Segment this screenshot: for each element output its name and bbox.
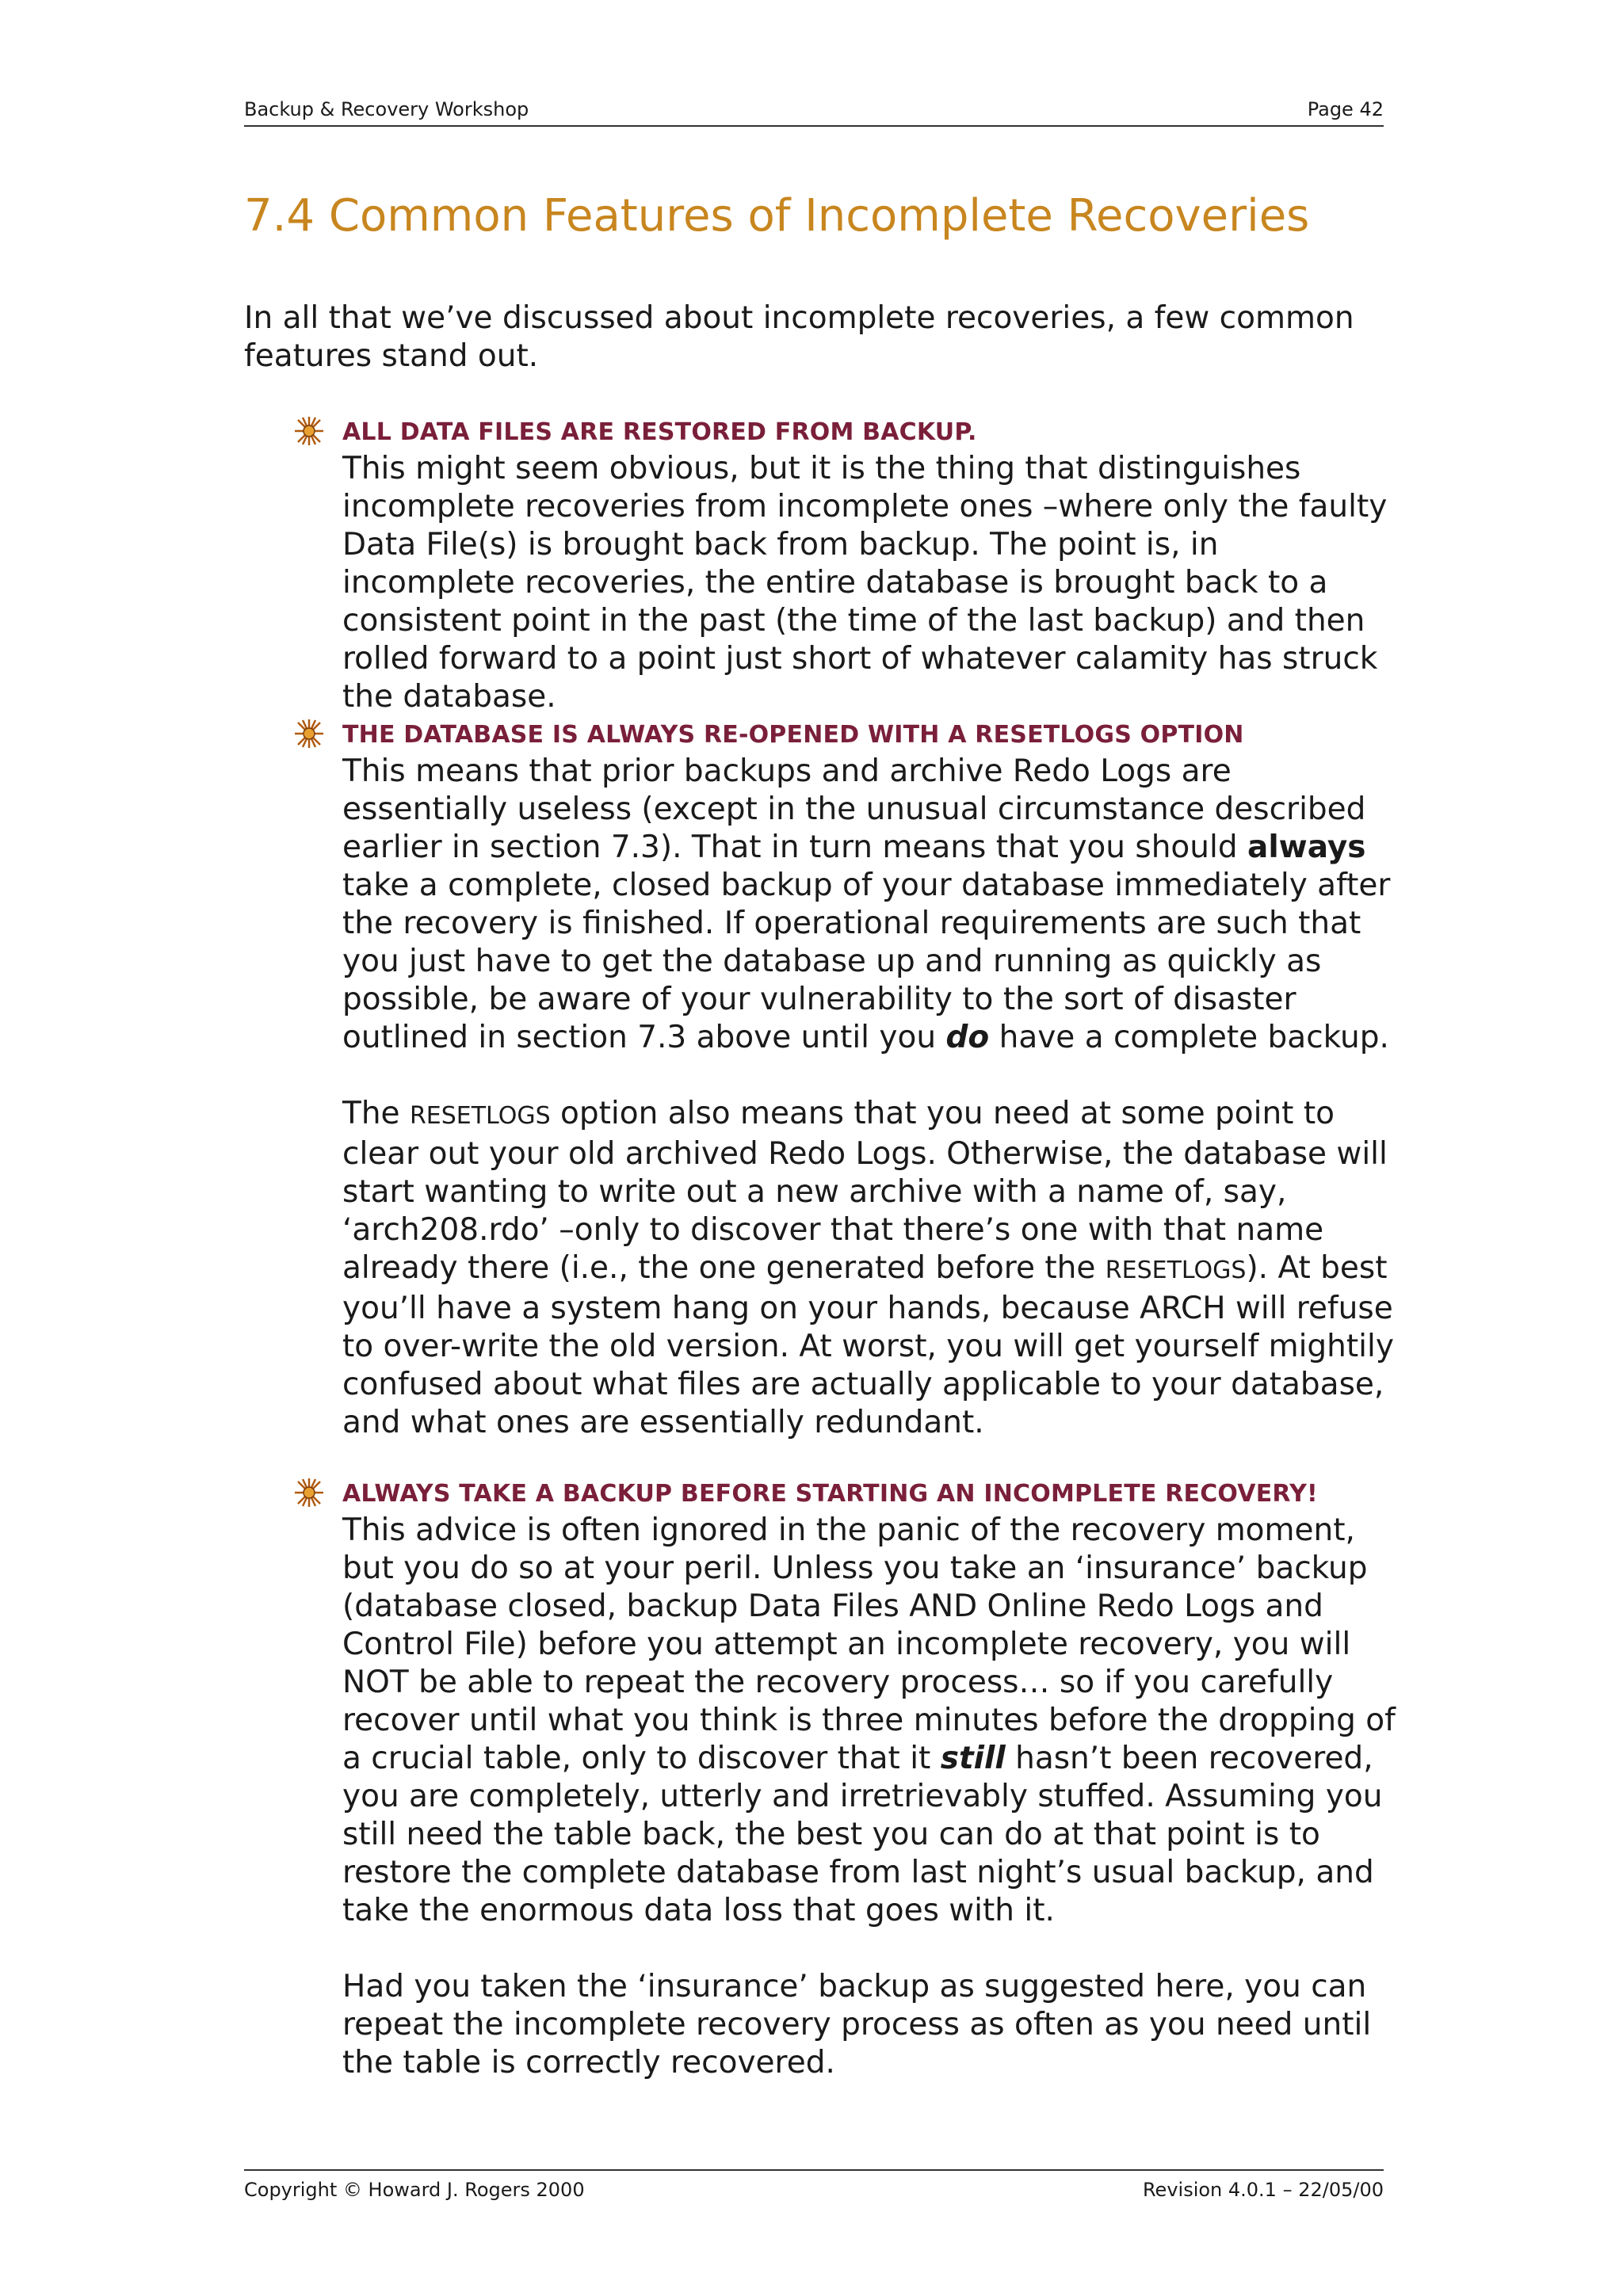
item-2-emphasis-do: do xyxy=(945,1020,990,1055)
starburst-bullet-icon xyxy=(292,415,327,447)
footer-revision: Revision 4.0.1 – 22/05/00 xyxy=(1142,2179,1384,2201)
header-page-number: Page 42 xyxy=(1307,98,1384,120)
item-1-body: This might seem obvious, but it is the thing that distinguishes incomplete recoveries from incomplete ones –where only the faulty Data File(s) is brought back from backup. The point is, in incomplete recoveries, the entire database is brought back to a consistent point in the past (the time of the last backup) and then rolled forward to a point just short of whatever calamity has struck the database. xyxy=(342,451,1388,715)
section-heading: 7.4 Common Features of Incomplete Recoveries xyxy=(244,190,1310,242)
item-2-para2-part-a: The xyxy=(342,1096,410,1131)
item-3-emphasis-still: still xyxy=(940,1741,1006,1776)
item-2-para2-part-b: option also means that you need at some point to clear out your old archived Redo Logs. Otherwise, the database will start wanting to write out a new archive with a name of, say, ‘arch208.rdo’ –only to discover that there’s one with that name already there (i.e., the one generated before the xyxy=(342,1096,1388,1286)
item-2-body-part-a: This means that prior backups and archive Redo Logs are essentially useless (except in the unusual circumstance described earlier in section 7.3). That in turn means that you should xyxy=(342,753,1366,865)
item-2-body xyxy=(342,753,1396,1057)
item-3-body xyxy=(342,1512,1396,1930)
item-2-emphasis-always: always xyxy=(1247,830,1366,865)
item-1-title: ALL DATA FILES ARE RESTORED FROM BACKUP. xyxy=(342,418,977,446)
starburst-bullet-icon xyxy=(292,718,327,749)
footer-copyright: Copyright © Howard J. Rogers 2000 xyxy=(244,2179,585,2201)
intro-paragraph: In all that we’ve discussed about incomplete recoveries, a few common features stand out. xyxy=(244,300,1354,374)
page-footer xyxy=(244,2169,1384,2203)
item-2-body-part-c: take a complete, closed backup of your database immediately after the recovery is finished. If operational requirements are such that you just have to get the database up and running as quickly as possible, be aware of your vulnerability to the sort of disaster outlined in section 7.3 above until you xyxy=(342,868,1391,1055)
item-3-paragraph-2: Had you taken the ‘insurance’ backup as suggested here, you can repeat the incomplete recovery process as often as you need until the table is correctly recovered. xyxy=(342,1969,1372,2081)
item-3-title: ALWAYS TAKE A BACKUP BEFORE STARTING AN INCOMPLETE RECOVERY! xyxy=(342,1480,1318,1508)
item-2-body-part-e: have a complete backup. xyxy=(989,1020,1389,1055)
item-2-para2-part-c: ). At best you’ll have a system hang on your hands, because ARCH will refuse to over-write the old version. At worst, you will get yourself mightily confused about what files are actually applicable to your database, and what ones are essentially redundant. xyxy=(342,1250,1394,1440)
item-2-title: THE DATABASE IS ALWAYS RE-OPENED WITH A RESETLOGS OPTION xyxy=(342,721,1244,749)
resetlogs-keyword: RESETLOGS xyxy=(1105,1257,1247,1284)
resetlogs-keyword: RESETLOGS xyxy=(409,1102,551,1130)
starburst-bullet-icon xyxy=(292,1477,327,1508)
item-3-body-part-a: This advice is often ignored in the panic of the recovery moment, but you do so at your peril. Unless you take an ‘insurance’ backup (database closed, backup Data Files AND Online Redo Logs and Control File) before you attempt an incomplete recovery, you will NOT be able to repeat the recovery process… so if you carefully recover until what you think is three minutes before the dropping of a crucial table, only to discover that it xyxy=(342,1512,1396,1776)
page-header xyxy=(244,93,1384,127)
item-2-paragraph-2 xyxy=(342,1095,1396,1442)
header-title: Backup & Recovery Workshop xyxy=(244,98,529,120)
item-3-body-part-c: hasn’t been recovered, you are completely, utterly and irretrievably stuffed. Assuming you still need the table back, the best you can do at that point is to restore the complete database from last night’s usual backup, and take the enormous data loss that goes with it. xyxy=(342,1741,1383,1928)
